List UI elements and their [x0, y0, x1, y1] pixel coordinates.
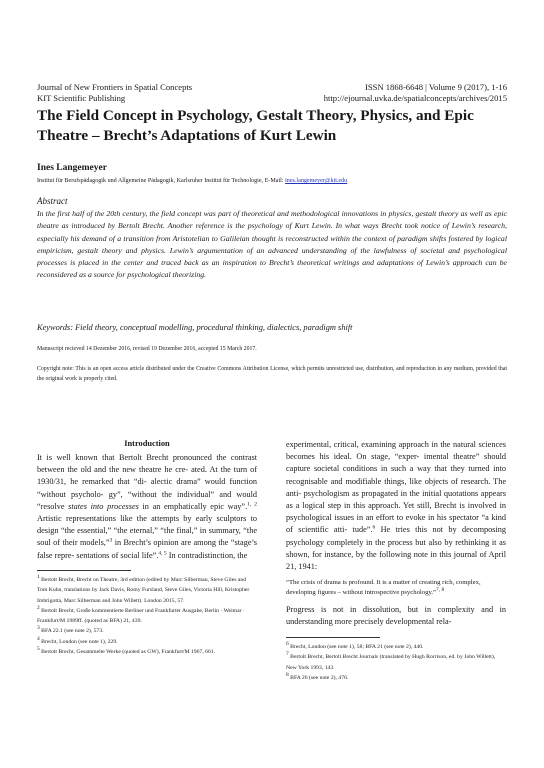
footnote-separator-right	[286, 637, 380, 638]
right-text-2: He tries this not by decomposing psychology completely in the process but also by rethinking it as shown, for instance, by the following note in this journal of April 21, 1941:	[286, 525, 506, 572]
quote-text: “The crisis of drama is profound. It is a matter of creating rich, complex, developing figures – without introspective psychology.”	[286, 579, 481, 597]
footnote-ref-3[interactable]: 3	[109, 537, 113, 544]
footnote-5	[37, 647, 257, 657]
footnote-number: 5	[37, 646, 40, 653]
author-affiliation	[37, 178, 347, 184]
footnote-3	[37, 626, 257, 636]
footnote-number: 7	[286, 651, 289, 658]
author-email-link[interactable]: ines.langemeyer@kit.edu	[285, 178, 348, 184]
right-paragraph-1	[286, 439, 506, 573]
abstract-text: In the first half of the 20th century, the field concept was part of theoretical and methodological innovations in physics, gestalt theory as well as epic theatre as introduced by Bertolt Brecht. Another reference is the psychology of Kurt Lewin. In what ways Brecht took notice of Lewin’s research, especially his demand of a transition from Aristotelian to Galileian thought is reconstructed within the context of paradigm shifts fostered by logical empiricism, gestalt theory and physics. Lewin’s argumentation of an advanced understanding of the lawfulness of societal and psychological processes is placed in the center and traced back as an inspiration to Brecht’s theoretical writings and adaptations of Lewin’s approach can be reconsidered as a source for psychological theorizing.	[37, 209, 507, 280]
footnote-text: Bertolt Brecht, Große kommentierte Berliner und Frankfurter Ausgabe, Berlin · Weimar · Frankfurt/M 1989ff. (quoted as BFA) 21, 439.	[37, 607, 245, 625]
keywords: Keywords: Field theory, conceptual modelling, procedural thinking, dialectics, paradigm shift	[37, 323, 353, 332]
footnote-number: 8	[286, 672, 289, 678]
abstract-heading: Abstract	[37, 196, 68, 206]
journal-url[interactable]: http://ejournal.uvka.de/spatialconcepts/archives/2015	[323, 93, 507, 103]
footnote-8	[286, 673, 506, 683]
footnote-text: Bertolt Brecht, Brecht on Theatre, 3rd edition (edited by Marc Silberman, Steve Giles and Tom Kuhn, translations by Jack Davis, Romy Fursland, Steve Giles, Victoria Hill, Kristopher Imbrigotta, Marc Silberman and John Willett). London 2015, 57.	[37, 577, 250, 604]
footnote-1	[37, 575, 257, 606]
footnote-text: BFA 26 (see note 2), 476.	[288, 674, 349, 681]
right-text-1: experimental, critical, examining approach in the natural sciences becomes his ideal. On stage, “exper- imental theatre” should capture societal conditions in such a way that they turned into recognisable and modifiable things, like objects of research. The anti- psychologism as propagated in the initial quotations appears as a logical step in this approach. Yet still, Brecht is involved in psychological issues in an effort to evoke in his spectator “a kind of scientific atti- tude”.	[286, 440, 506, 535]
right-column-text	[286, 439, 506, 629]
footnote-number: 3	[37, 625, 40, 632]
right-paragraph-2: Progress is not in dissolution, but in complexity and in understanding more precisely developmental rela-	[286, 605, 506, 627]
article-title: The Field Concept in Psychology, Gestalt Theory, Physics, and Epic Theatre – Brecht’s Adaptations of Kurt Lewin	[37, 107, 474, 144]
running-header-left	[37, 82, 192, 104]
intro-emphasis: states into processes	[68, 501, 139, 511]
footnote-number: 1	[37, 574, 40, 581]
footnote-text: Brecht, London (see note 1), 229.	[39, 638, 118, 645]
footnote-text: Bertolt Brecht, Gesammelte Werke (quoted as GW), Frankfurt/M 1967, 661.	[39, 649, 216, 656]
intro-text-5: In contradistinction, the	[166, 550, 248, 560]
footnote-ref-6[interactable]: 6	[372, 524, 376, 531]
footnote-separator-left	[37, 570, 131, 571]
footnote-number: 6	[286, 641, 289, 648]
block-quote	[286, 578, 506, 598]
footnote-text: Brecht, London (see note 1), 58; BFA 21 (see note 2), 440.	[288, 644, 424, 650]
manuscript-dates: Manuscript recieved 14 Dezember 2016, revised 19 Dezember 2016, accepted 15 March 2017.	[37, 346, 257, 352]
footnote-ref-7-8[interactable]: 7, 8	[436, 587, 445, 593]
footnote-text: BFA 22.1 (see note 2), 573.	[39, 628, 104, 635]
footnotes-left	[37, 575, 257, 657]
intro-text-4: in Brecht’s opinion are among the “stage’s false repre- sentations of social life”.	[37, 538, 257, 560]
footnote-7	[286, 652, 506, 673]
issn-volume: ISSN 1868-6648 | Volume 9 (2017), 1-16	[364, 82, 507, 92]
section-heading-introduction: Introduction	[124, 439, 170, 448]
footnote-ref-1-2[interactable]: 1, 2	[247, 501, 257, 508]
footnote-2	[37, 606, 257, 627]
affiliation-text: Institut für Berufspädagogik und Allgemeine Pädagogik, Karlsruher Institut für Technologie, E-Mail:	[37, 178, 286, 184]
running-header-right	[324, 82, 507, 104]
footnote-ref-4-5[interactable]: 4, 5	[158, 549, 167, 556]
author-name: Ines Langemeyer	[37, 163, 107, 173]
footnote-text: Bertolt Brecht, Bertolt Brecht Journals (translated by Hugh Rorrison, ed. by John Willett), New York 1993, 143.	[286, 654, 496, 671]
journal-name: Journal of New Frontiers in Spatial Concepts	[37, 82, 193, 92]
intro-text-1: It is well known that Bertolt Brecht pronounced the contrast between the old and the new theatre he cre- ated. At the turn of 1930/31, he remarked that “di- alectic drama” would function “without psycholo- gy”, “without the individual” and would “resolve	[37, 453, 257, 511]
footnote-number: 4	[37, 635, 40, 642]
footnote-number: 2	[37, 605, 40, 611]
intro-text-2: in an emphatically epic way”.	[138, 501, 248, 511]
left-column-text	[37, 452, 257, 562]
publisher-name: KIT Scientific Publishing	[37, 93, 126, 103]
footnote-4	[37, 637, 257, 647]
copyright-note: Copyright note: This is an open access article distributed under the Creative Commons Attribution License, which permits unrestricted use, distribution, and reproduction in any medium, provided that the original work is properly cited.	[37, 366, 507, 382]
footnotes-right	[286, 642, 506, 683]
footnote-6	[286, 642, 506, 652]
intro-text-3: Artistic representations like the attempts by early sculptors to design “the essential,” “the eternal,” “the final,” in summary, “the soul of their models,”	[37, 514, 257, 548]
